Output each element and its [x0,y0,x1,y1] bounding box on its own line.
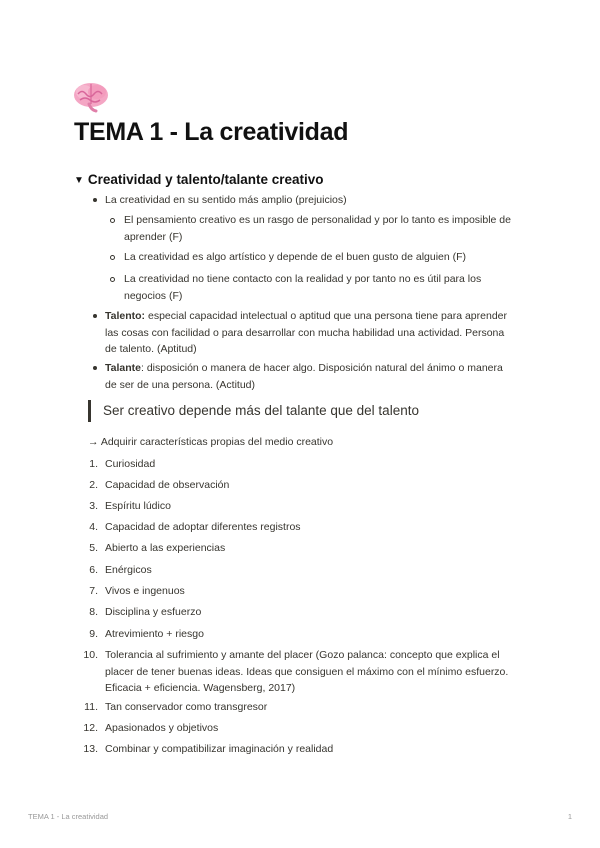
list-item: Capacidad de observación [105,479,230,491]
bullet-dot [93,366,97,370]
bullet-item-talento: Talento: especial capacidad intelectual o aptitud que una persona tiene para aprender las cosas con facilidad o para desarrollar con mucha habilidad una actividad. Persona de talento. (Aptitud) [105,310,507,355]
footer-title: TEMA 1 - La creatividad [28,812,109,821]
quote-block: Ser creativo depende más del talante que del talento [88,400,419,422]
list-item-number: 10. [83,649,98,661]
sub-bullet-circle [110,277,115,282]
bullet-item-talante: Talante: disposición o manera de hacer algo. Disposición natural del ánimo o manera de ser de una persona. (Actitud) [105,362,503,391]
footer-page-number: 1 [567,812,572,821]
list-item: Tolerancia al sufrimiento y amante del placer (Gozo palanca: concepto que explica el placer de tener buenas ideas. Ideas que consiguen el máximo con el mínimo esfuerzo. Eficacia + eficiencia. Wagensberg, 2017) [105,649,509,694]
brain-icon [72,80,110,114]
list-item-number: 12. [83,722,98,734]
list-item: Curiosidad [105,458,156,470]
bullet-dot [93,198,97,202]
list-item: Espíritu lúdico [105,500,171,512]
toggle-heading[interactable]: ▼ Creatividad y talento/talante creativo [74,172,324,187]
sub-bullet-circle [110,255,115,260]
list-item-number: 2. [89,479,98,491]
list-item-number: 8. [89,606,98,618]
list-item-number: 7. [89,585,98,597]
list-item: Combinar y compatibilizar imaginación y realidad [105,743,334,755]
toggle-triangle-icon[interactable]: ▼ [74,175,84,186]
page-title: TEMA 1 - La creatividad [74,118,349,146]
sub-bullet-circle [110,218,115,223]
list-item-number: 4. [89,521,98,533]
list-item: Disciplina y esfuerzo [105,606,202,618]
list-item-number: 1. [89,458,98,470]
list-item: Apasionados y objetivos [105,722,219,734]
list-item: Capacidad de adoptar diferentes registros [105,521,301,533]
list-item: Vivos e ingenuos [105,585,185,597]
sub-bullet-item: La creatividad no tiene contacto con la realidad y por tanto no es útil para los negocios (F) [124,273,482,302]
list-item: Tan conservador como transgresor [105,701,268,713]
list-item-number: 13. [83,743,98,755]
arrow-line: → Adquirir características propias del medio creativo [88,436,334,448]
bullet-item: La creatividad en su sentido más amplio (prejuicios) [105,194,347,206]
list-item-number: 11. [84,701,98,713]
list-item: Enérgicos [105,564,152,576]
bullet-dot [93,314,97,318]
sub-bullet-item: La creatividad es algo artístico y depende de el buen gusto de alguien (F) [124,251,467,263]
list-item-number: 3. [89,500,98,512]
list-item: Atrevimiento + riesgo [105,628,204,640]
list-item: Abierto a las experiencias [105,542,226,554]
list-item-number: 6. [89,564,98,576]
list-item-number: 9. [89,628,98,640]
list-item-number: 5. [89,542,98,554]
sub-bullet-item: El pensamiento creativo es un rasgo de personalidad y por lo tanto es imposible de aprender (F) [124,214,511,243]
